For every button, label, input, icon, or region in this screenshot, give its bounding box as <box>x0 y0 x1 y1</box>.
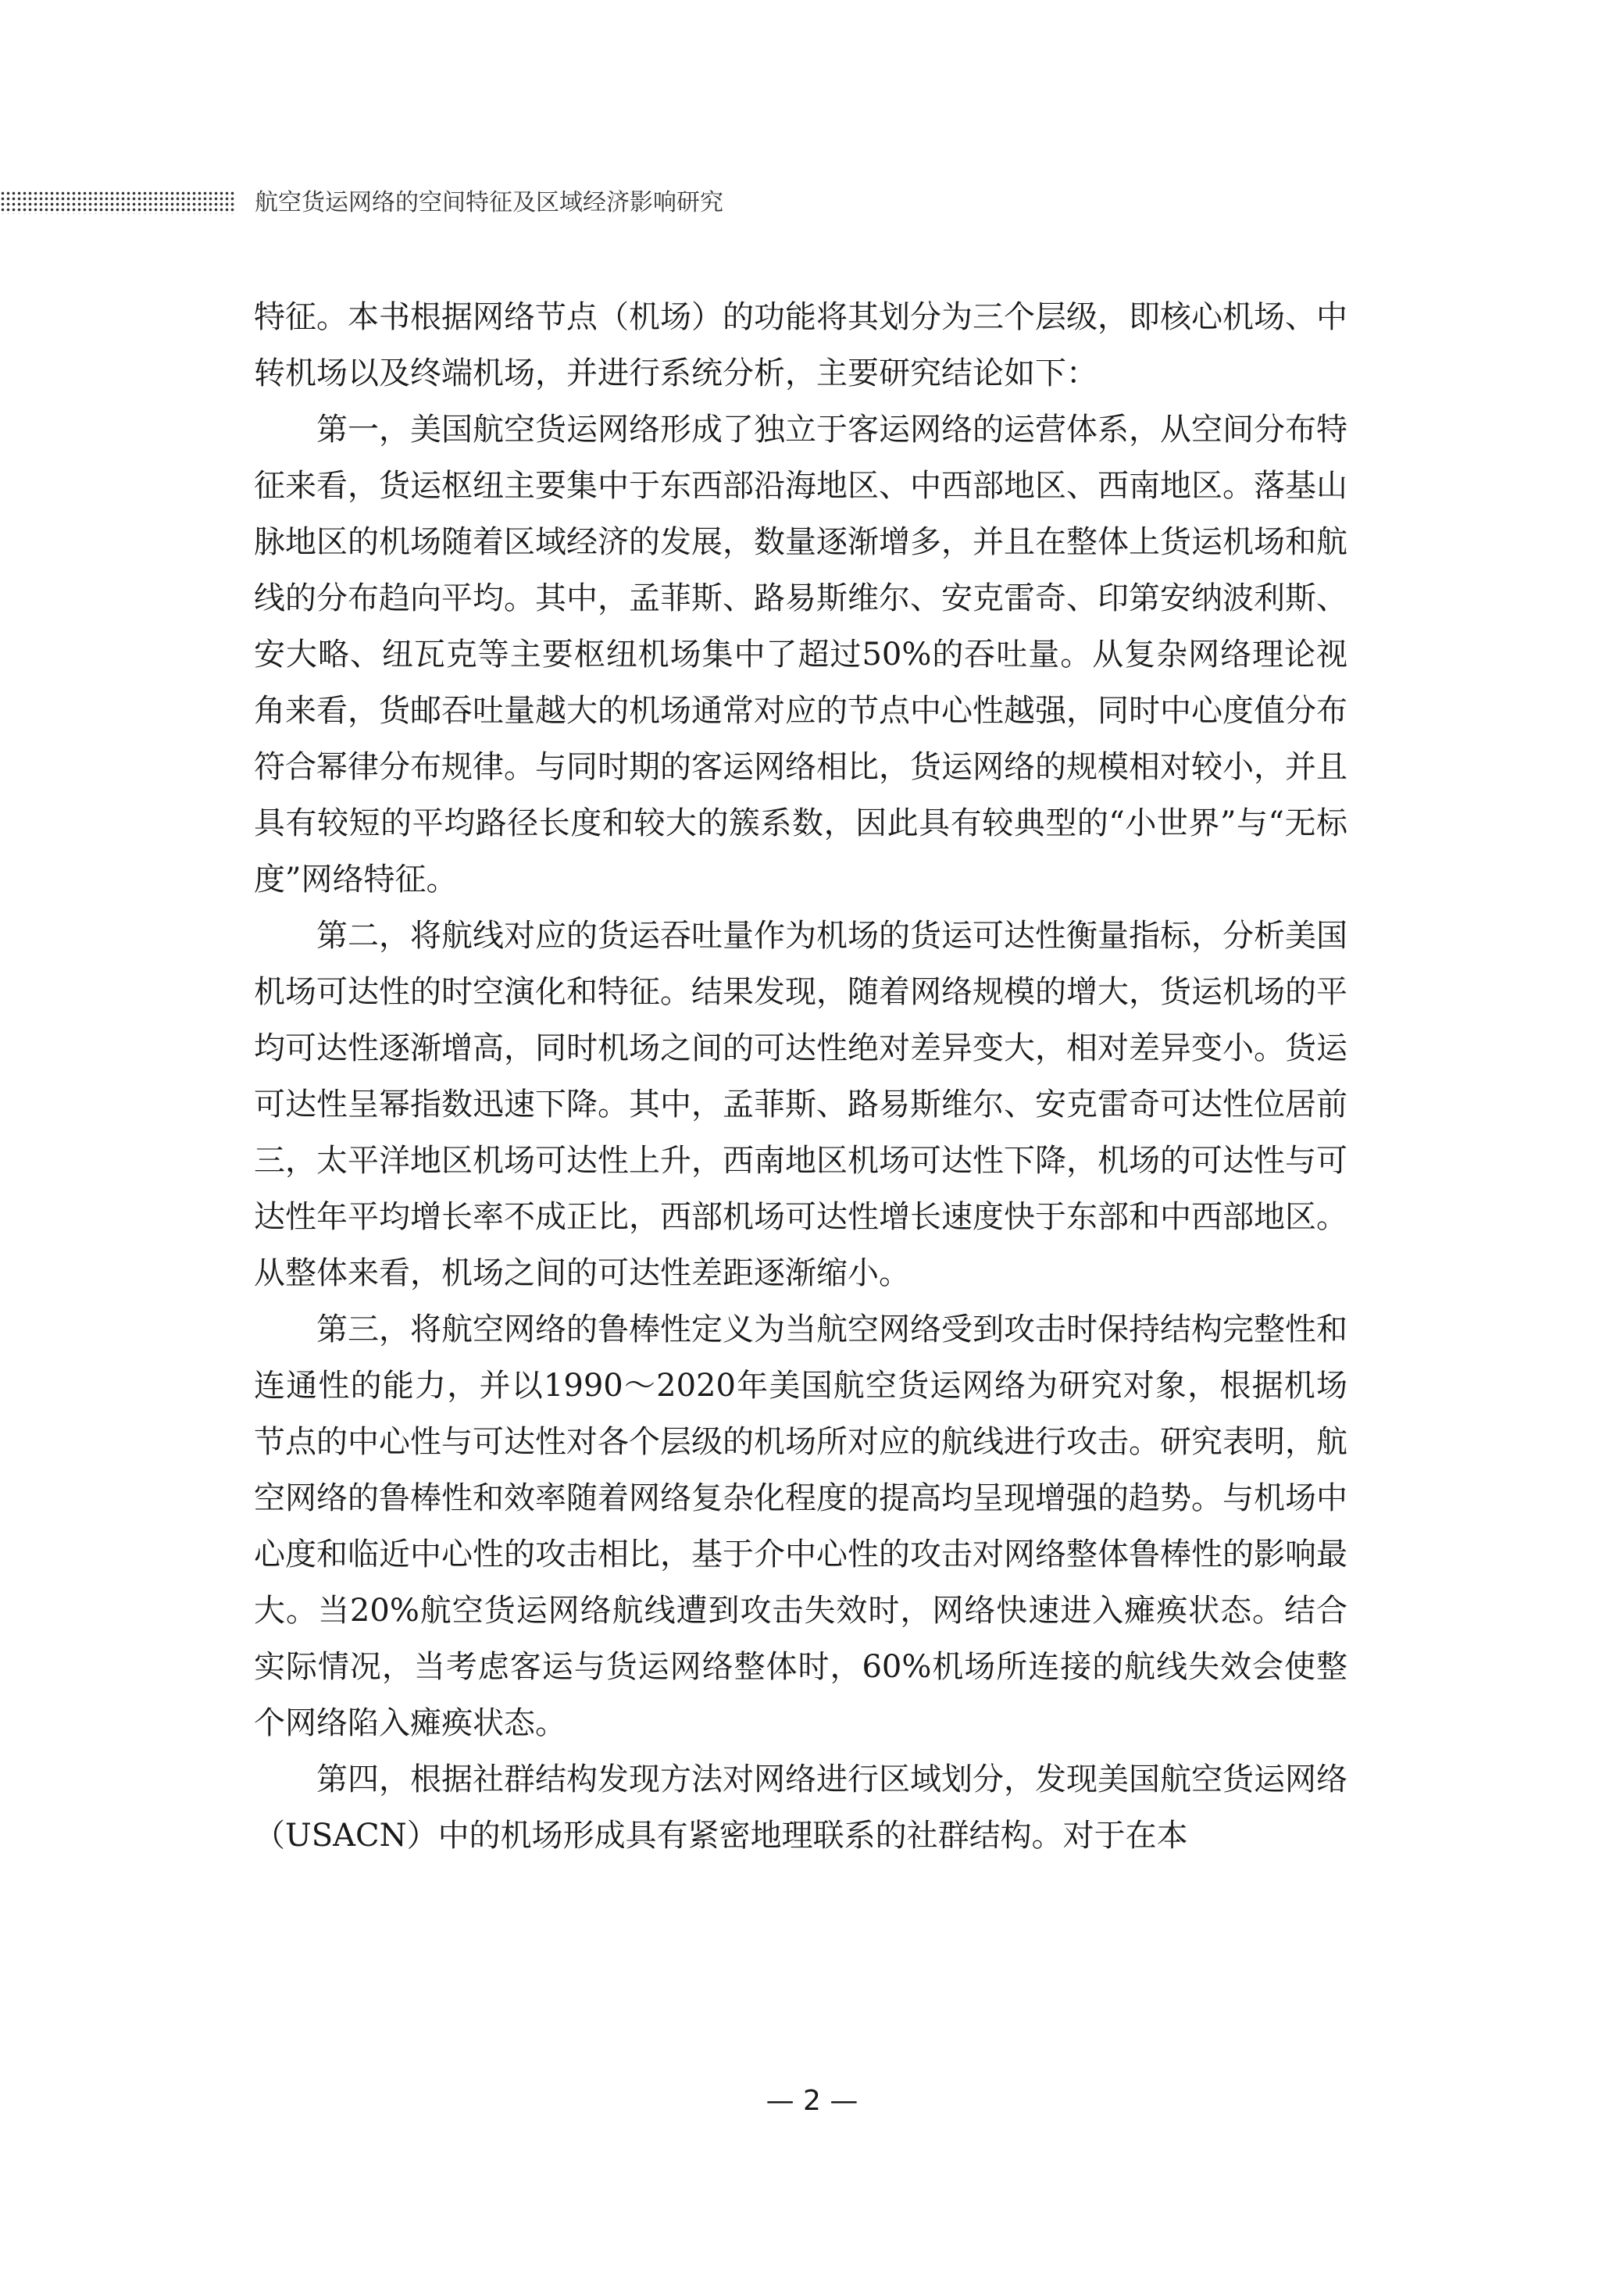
paragraph-conclusion-3: 第三，将航空网络的鲁棒性定义为当航空网络受到攻击时保持结构完整性和连通性的能力，并以1990～2020年美国航空货运网络为研究对象，根据机场节点的中心性与可达性对各个层级的机场所对应的航线进行攻击。研究表明，航空网络的鲁棒性和效率随着网络复杂化程度的提高均呈现增强的趋势。与机场中心度和临近中心性的攻击相比，基于介中心性的攻击对网络整体鲁棒性的影响最大。当20%航空货运网络航线遭到攻击失效时，网络快速进入瘫痪状态。结合实际情况，当考虑客运与货运网络整体时，60%机场所连接的航线失效会使整个网络陷入瘫痪状态。 <box>254 1312 1347 1741</box>
paragraph-conclusion-1: 第一，美国航空货运网络形成了独立于客运网络的运营体系，从空间分布特征来看，货运枢纽主要集中于东西部沿海地区、中西部地区、西南地区。落基山脉地区的机场随着区域经济的发展，数量逐渐增多，并且在整体上货运机场和航线的分布趋向平均。其中，孟菲斯、路易斯维尔、安克雷奇、印第安纳波利斯、安大略、纽瓦克等主要枢纽机场集中了超过50%的吞吐量。从复杂网络理论视角来看，货邮吞吐量越大的机场通常对应的节点中心性越强，同时中心度值分布符合幂律分布规律。与同时期的客运网络相比，货运网络的规模相对较小，并且具有较短的平均路径长度和较大的簇系数，因此具有较典型的“小世界”与“无标度”网络特征。 <box>254 412 1347 898</box>
body-text <box>254 289 1347 1864</box>
paragraph-conclusion-2: 第二，将航线对应的货运吞吐量作为机场的货运可达性衡量指标，分析美国机场可达性的时空演化和特征。结果发现，随着网络规模的增大，货运机场的平均可达性逐渐增高，同时机场之间的可达性绝对差异变大，相对差异变小。货运可达性呈幂指数迅速下降。其中，孟菲斯、路易斯维尔、安克雷奇可达性位居前三，太平洋地区机场可达性上升，西南地区机场可达性下降，机场的可达性与可达性年平均增长率不成正比，西部机场可达性增长速度快于东部和中西部地区。从整体来看，机场之间的可达性差距逐渐缩小。 <box>254 918 1347 1291</box>
decorative-dot-band <box>0 191 234 214</box>
running-header <box>0 184 1624 223</box>
page-number: — 2 — <box>766 2085 858 2117</box>
running-header-title: 航空货运网络的空间特征及区域经济影响研究 <box>255 189 723 216</box>
paragraph-conclusion-4: 第四，根据社群结构发现方法对网络进行区域划分，发现美国航空货运网络（USACN）中的机场形成具有紧密地理联系的社群结构。对于在本 <box>254 1761 1347 1854</box>
paragraph-continuation: 特征。本书根据网络节点（机场）的功能将其划分为三个层级，即核心机场、中转机场以及终端机场，并进行系统分析，主要研究结论如下： <box>254 299 1347 391</box>
